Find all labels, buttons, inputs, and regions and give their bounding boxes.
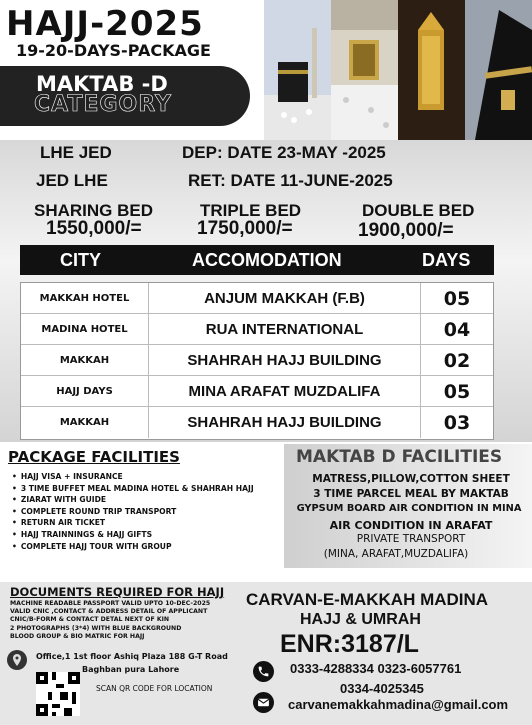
maktab-facility-line: PRIVATE TRANSPORT (356, 533, 466, 545)
kaaba-photo (264, 0, 331, 140)
scan-qr-label: SCAN QR CODE FOR LOCATION (96, 684, 213, 693)
accommodation-cell: SHAHRAH HAJJ BUILDING (149, 407, 421, 438)
column-header-accommodation: ACCOMODATION (192, 250, 342, 270)
location-qr-code[interactable] (36, 672, 80, 716)
sharing-bed-label: SHARING BED (34, 201, 154, 220)
documents-list (10, 600, 210, 641)
company-name: CARVAN-E-MAKKAH MADINA (246, 590, 489, 609)
maktab-facility-line: AIR CONDITION IN ARAFAT (329, 519, 493, 532)
city-cell: MAKKAH (21, 407, 149, 438)
list-item: • HAJJ TRAINNINGS & HAJJ GIFTS (12, 529, 254, 541)
company-tagline: HAJJ & UMRAH (300, 611, 421, 628)
list-item: MACHINE READABLE PASSPORT VALID UPTO 10-DEC-2025 (10, 600, 211, 607)
list-item: 2 PHOTOGRAPHS (3*4) WITH BLUE BACKGROUND (10, 624, 182, 632)
table-row (21, 345, 493, 376)
route-outbound: LHE JED (40, 143, 112, 162)
days-cell: 03 (443, 411, 471, 434)
route-return: JED LHE (36, 171, 108, 190)
days-cell: 02 (443, 349, 471, 372)
maktab-facility-line: MATRESS,PILLOW,COTTON SHEET (312, 473, 510, 485)
city-cell: MAKKAH HOTEL (21, 283, 149, 314)
days-cell: 05 (443, 380, 471, 403)
double-bed-label: DOUBLE BED (362, 201, 475, 220)
location-pin-icon (7, 650, 27, 670)
category-subtitle: CATEGORY (34, 92, 172, 117)
accommodation-table (20, 282, 494, 440)
list-item: • ZIARAT WITH GUIDE (12, 494, 254, 506)
list-item: • 3 TIME BUFFET MEAL MADINA HOTEL & SHAHRAH HAJJ (12, 483, 254, 495)
address-line: Baghban pura Lahore (82, 665, 180, 674)
list-item: • HAJJ VISA + INSURANCE (12, 471, 254, 483)
table-row (21, 407, 493, 438)
masjid-nabawi-photo (331, 0, 398, 140)
table-row (21, 376, 493, 407)
table-row (21, 283, 493, 314)
double-bed-price: 1900,000/= (358, 220, 454, 241)
list-item: • COMPLETE HAJJ TOUR WITH GROUP (12, 541, 254, 553)
phone-numbers[interactable]: 0333-4288334 0323-6057761 (290, 661, 462, 676)
list-item: BLOOD GROUP & BIO MATRIC FOR HAJJ (10, 632, 145, 640)
maktab-facility-line: GYPSUM BOARD AIR CONDITION IN MINA (296, 503, 522, 514)
column-header-days: DAYS (422, 250, 471, 270)
city-cell: MADINA HOTEL (21, 314, 149, 345)
list-item: VALID CNIC ,CONTACT & ADDRESS DETAIL OF APPLICANT (10, 608, 208, 616)
documents-title: DOCUMENTS REQUIRED FOR HAJJ (10, 585, 225, 599)
city-cell: HAJJ DAYS (21, 376, 149, 407)
package-facilities-title: PACKAGE FACILITIES (8, 448, 180, 466)
departure-date: DEP: DATE 23-MAY -2025 (182, 143, 386, 162)
maktab-facilities-title: MAKTAB D FACILITIES (296, 447, 503, 467)
triple-bed-price: 1750,000/= (197, 218, 293, 239)
city-cell: MAKKAH (21, 345, 149, 376)
maktab-facility-line: (MINA, ARAFAT,MUZDALIFA) (323, 548, 469, 560)
accommodation-cell: MINA ARAFAT MUZDALIFA (149, 376, 421, 407)
category-title: MAKTAB -D (36, 72, 168, 96)
days-cell: 05 (443, 287, 471, 310)
phone-number[interactable]: 0334-4025345 (340, 681, 424, 696)
column-header-city: CITY (60, 250, 102, 270)
accommodation-cell: RUA INTERNATIONAL (149, 314, 421, 345)
triple-bed-label: TRIPLE BED (200, 201, 302, 220)
days-cell: 04 (443, 318, 471, 341)
golden-door-photo (398, 0, 465, 140)
enr-number: ENR:3187/L (280, 630, 419, 658)
holy-sites-photos (264, 0, 532, 140)
address-line: Office,1 1st floor Ashiq Plaza 188 G-T Road (36, 652, 228, 661)
accommodation-cell: ANJUM MAKKAH (F.B) (149, 283, 421, 314)
list-item: • COMPLETE ROUND TRIP TRANSPORT (12, 506, 254, 518)
return-date: RET: DATE 11-JUNE-2025 (188, 171, 393, 190)
list-item: • RETURN AIR TICKET (12, 517, 254, 529)
list-item: CNIC/B-FORM & CONTACT DETAL NEXT OF KIN (10, 616, 170, 624)
accommodation-cell: SHAHRAH HAJJ BUILDING (149, 345, 421, 376)
table-header (20, 245, 494, 275)
table-row (21, 314, 493, 345)
sharing-bed-price: 1550,000/= (46, 218, 142, 239)
email-address[interactable]: carvanemakkahmadina@gmail.com (288, 697, 509, 712)
email-icon (253, 692, 274, 713)
package-facilities-list (12, 471, 254, 552)
maktab-facility-line: 3 TIME PARCEL MEAL BY MAKTAB (313, 488, 509, 500)
phone-icon (253, 661, 274, 682)
package-duration: 19-20-DAYS-PACKAGE (16, 41, 211, 60)
page-title: HAJJ-2025 (6, 4, 204, 44)
kiswah-photo (465, 0, 532, 140)
